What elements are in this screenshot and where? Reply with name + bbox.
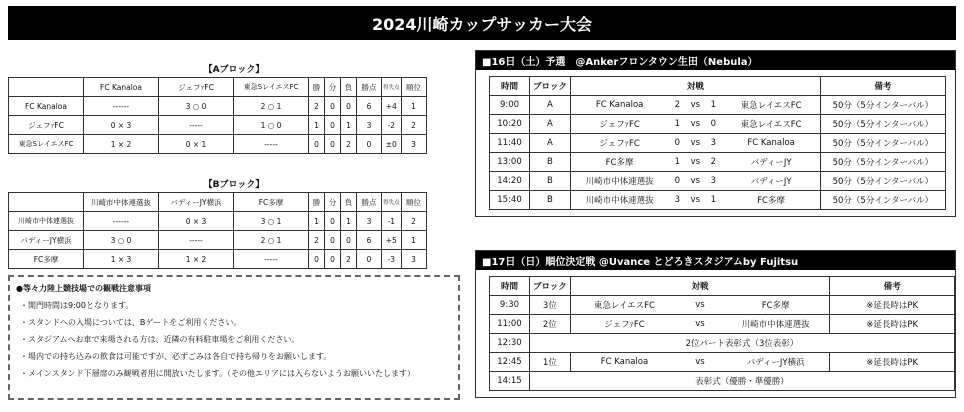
table-row — [9, 231, 427, 250]
away-team: バディーJY — [722, 153, 820, 172]
match-time: 12:45 — [490, 353, 530, 372]
home-score: 1 — [668, 115, 686, 134]
cell: ±0 — [382, 135, 402, 154]
match-note: 50分（5分インターバル） — [820, 172, 945, 191]
match-block: A — [530, 115, 571, 134]
vs-label: vs — [686, 134, 704, 153]
header-cell: 勝点 — [357, 78, 382, 97]
home-team: ジェフｧFC — [570, 134, 668, 153]
table-row — [490, 134, 946, 153]
cell: +5 — [382, 231, 402, 250]
cell: 3 — [357, 212, 382, 231]
cell: 1 × 2 — [159, 250, 234, 269]
away-team: 川崎市中体連選抜 — [722, 315, 830, 334]
away-team: 東急レイエスFC — [722, 96, 820, 115]
away-score: 3 — [704, 172, 722, 191]
cell: 3 — [401, 135, 426, 154]
day1-table — [489, 76, 946, 210]
table-row — [490, 353, 955, 372]
header-cell: 分 — [325, 78, 341, 97]
note-line: ・場内での持ち込みの飲食は可能ですが、必ずごみは各自で持ち帰りをお願いします。 — [20, 352, 332, 361]
header-cell: 分 — [325, 193, 341, 212]
cell: ----- — [234, 250, 309, 269]
match-note: 50分（5分インターバル） — [820, 115, 945, 134]
cell: 0 — [309, 135, 325, 154]
cell: -2 — [382, 116, 402, 135]
cell: ----- — [234, 135, 309, 154]
match-block: B — [530, 191, 571, 210]
cell: 0 — [357, 250, 382, 269]
table-row — [490, 153, 946, 172]
note-line: ・メインスタンド下層席のみ観戦者用に開放いたします。（その他エリアには入らないようお願いいたします） — [20, 369, 415, 378]
away-team: 東急レイエスFC — [722, 115, 820, 134]
cell: 2 ○ 1 — [234, 97, 309, 116]
cell: 東急SレイエスFC — [9, 135, 84, 154]
cell: ジェフｧFC — [9, 116, 84, 135]
header-cell: 対戦 — [570, 77, 820, 96]
vs-label: vs — [678, 296, 722, 315]
away-team: FC多摩 — [722, 296, 830, 315]
day2-header: ■17日（日）順位決定戦 @Uvance とどろきスタジアムby Fujitsu — [476, 251, 955, 270]
cell: ----- — [159, 116, 234, 135]
header-cell — [9, 78, 84, 97]
cell: 2 — [341, 250, 357, 269]
cell: 2 — [401, 116, 426, 135]
cell: 0 × 3 — [159, 212, 234, 231]
match-time: 9:30 — [490, 296, 530, 315]
vs-label: vs — [686, 172, 704, 191]
cell: 0 — [341, 97, 357, 116]
home-score: 1 — [668, 153, 686, 172]
cell: ------ — [84, 97, 159, 116]
vs-label: vs — [678, 315, 722, 334]
cell: 1 × 3 — [84, 250, 159, 269]
match-note: 50分（5分インターバル） — [820, 96, 945, 115]
header-cell — [9, 193, 84, 212]
event-span: 表彰式（優勝・準優勝） — [529, 372, 954, 391]
home-team: ジェフｧFC — [570, 315, 678, 334]
cell: FC Kanaloa — [9, 97, 84, 116]
header-cell: 負 — [341, 78, 357, 97]
cell: 6 — [357, 97, 382, 116]
cell: 0 — [325, 231, 341, 250]
cell: 3 ○ 0 — [84, 231, 159, 250]
cell: -3 — [382, 250, 402, 269]
match-block: B — [530, 153, 571, 172]
day2-schedule — [475, 250, 956, 398]
block-b-table — [8, 192, 427, 269]
cell: 2 — [309, 231, 325, 250]
header-cell: 備考 — [830, 277, 955, 296]
cell: 0 × 3 — [84, 116, 159, 135]
match-block: 1位 — [529, 353, 570, 372]
vs-label: vs — [686, 191, 704, 210]
cell: 2 ○ 1 — [234, 231, 309, 250]
table-header-row — [9, 78, 427, 97]
vs-label: vs — [678, 353, 722, 372]
vs-label: vs — [686, 96, 704, 115]
cell: 0 — [325, 116, 341, 135]
note-line: ・スタジアムへお車で来場される方は、近隣の有料駐車場をご利用ください。 — [20, 335, 300, 344]
cell: 川崎市中体連選抜 — [9, 212, 84, 231]
table-header-row — [490, 277, 955, 296]
cell: +4 — [382, 97, 402, 116]
cell: 0 × 1 — [159, 135, 234, 154]
cell: 1 — [401, 231, 426, 250]
block-b-label: 【Bブロック】 — [203, 180, 265, 190]
cell: 2 — [401, 212, 426, 231]
header-cell: バディーJY横浜 — [159, 193, 234, 212]
header-cell: 順位 — [401, 193, 426, 212]
match-note: 50分（5分インターバル） — [820, 134, 945, 153]
header-cell: FC Kanaloa — [84, 78, 159, 97]
vs-label: vs — [686, 115, 704, 134]
cell: 1 ○ 0 — [234, 116, 309, 135]
table-row — [9, 135, 427, 154]
cell: 1 — [309, 212, 325, 231]
table-row — [490, 172, 946, 191]
header-cell: 勝点 — [357, 193, 382, 212]
match-block: A — [530, 96, 571, 115]
notes-title: ●等々力陸上競技場での観戦注意事項 — [16, 284, 151, 293]
cell: 0 — [325, 250, 341, 269]
away-score: 3 — [704, 134, 722, 153]
header-cell: 順位 — [401, 78, 426, 97]
day1-header: ■16日（土）予選 @Ankerフロンタウン生田（Nebula） — [476, 51, 955, 70]
block-a-label: 【Aブロック】 — [203, 65, 265, 75]
cell: 1 × 2 — [84, 135, 159, 154]
table-row — [490, 96, 946, 115]
away-team: FC Kanaloa — [722, 134, 820, 153]
cell: 1 — [309, 116, 325, 135]
away-score: 2 — [704, 153, 722, 172]
header-cell: ジェフｧFC — [159, 78, 234, 97]
table-row — [9, 250, 427, 269]
match-note: 50分（5分インターバル） — [820, 191, 945, 210]
match-time: 9:00 — [490, 96, 530, 115]
header-cell: 時間 — [490, 277, 530, 296]
match-time: 11:00 — [490, 315, 530, 334]
header-cell: 負 — [341, 193, 357, 212]
cell: 1 — [341, 116, 357, 135]
header-cell: 得失点 — [382, 78, 402, 97]
match-block: B — [530, 172, 571, 191]
cell: 1 — [401, 97, 426, 116]
cell: 0 — [357, 135, 382, 154]
cell: 0 — [325, 135, 341, 154]
note-line: ・スタンドへの入場については、Bゲートをご利用ください。 — [20, 318, 242, 327]
header-cell: 勝 — [309, 193, 325, 212]
cell: 3 — [401, 250, 426, 269]
home-team: ジェフｧFC — [570, 115, 668, 134]
match-note: 50分（5分インターバル） — [820, 153, 945, 172]
match-note: ※延長時はPK — [830, 296, 955, 315]
table-row — [9, 116, 427, 135]
cell: バディーJY横浜 — [9, 231, 84, 250]
cell: 0 — [325, 97, 341, 116]
match-time: 14:15 — [490, 372, 530, 391]
match-time: 15:40 — [490, 191, 530, 210]
home-score: 0 — [668, 172, 686, 191]
cell: 2 — [341, 135, 357, 154]
cell: 2 — [309, 97, 325, 116]
away-team: FC多摩 — [722, 191, 820, 210]
home-score: 2 — [668, 96, 686, 115]
block-a-table — [8, 77, 427, 154]
day2-table — [489, 276, 955, 391]
match-block: A — [530, 134, 571, 153]
home-team: 東急レイエスFC — [570, 296, 678, 315]
away-team: バディーJY — [722, 172, 820, 191]
header-cell: 対戦 — [570, 277, 829, 296]
match-block: 3位 — [529, 296, 570, 315]
event-span: 2位パート表彰式（3位表彰） — [529, 334, 954, 353]
vs-label: vs — [686, 153, 704, 172]
away-score: 1 — [704, 96, 722, 115]
header-cell: 得失点 — [382, 193, 402, 212]
match-block: 2位 — [529, 315, 570, 334]
cell: ----- — [159, 231, 234, 250]
home-score: 3 — [668, 191, 686, 210]
away-team: バディーJY横浜 — [722, 353, 830, 372]
cell: 3 ○ 1 — [234, 212, 309, 231]
header-cell: 勝 — [309, 78, 325, 97]
day1-schedule — [475, 50, 956, 217]
home-team: FC Kanaloa — [570, 353, 678, 372]
match-time: 12:30 — [490, 334, 530, 353]
cell: ------ — [84, 212, 159, 231]
table-header-row — [9, 193, 427, 212]
table-row — [9, 212, 427, 231]
home-team: FC Kanaloa — [570, 96, 668, 115]
cell: 3 — [357, 116, 382, 135]
home-score: 0 — [668, 134, 686, 153]
cell: -1 — [382, 212, 402, 231]
away-score: 1 — [704, 191, 722, 210]
header-cell: 時間 — [490, 77, 530, 96]
away-score: 0 — [704, 115, 722, 134]
table-row — [9, 97, 427, 116]
match-time: 10:20 — [490, 115, 530, 134]
header-cell: FC多摩 — [234, 193, 309, 212]
match-time: 14:20 — [490, 172, 530, 191]
match-note: ※延長時はPK — [830, 353, 955, 372]
spectator-notes — [8, 275, 460, 400]
header-cell: 備考 — [820, 77, 945, 96]
table-row — [490, 296, 955, 315]
cell: 3 ○ 0 — [159, 97, 234, 116]
cell: 0 — [341, 231, 357, 250]
header-cell: ブロック — [530, 77, 571, 96]
table-row — [490, 334, 955, 353]
match-time: 11:40 — [490, 134, 530, 153]
match-note: ※延長時はPK — [830, 315, 955, 334]
home-team: 川崎市中体連選抜 — [570, 191, 668, 210]
table-header-row — [490, 77, 946, 96]
cell: 6 — [357, 231, 382, 250]
match-time: 13:00 — [490, 153, 530, 172]
cell: 0 — [309, 250, 325, 269]
cell: 1 — [341, 212, 357, 231]
table-row — [490, 115, 946, 134]
page-title: 2024川崎カップサッカー大会 — [8, 6, 956, 40]
header-cell: 川崎市中体連選抜 — [84, 193, 159, 212]
header-cell: 東急SレイエスFC — [234, 78, 309, 97]
table-row — [490, 372, 955, 391]
cell: 0 — [325, 212, 341, 231]
table-row — [490, 315, 955, 334]
cell: FC多摩 — [9, 250, 84, 269]
home-team: 川崎市中体連選抜 — [570, 172, 668, 191]
note-line: ・開門時間は9:00となります。 — [20, 301, 134, 310]
table-row — [490, 191, 946, 210]
header-cell: ブロック — [529, 277, 570, 296]
home-team: FC多摩 — [570, 153, 668, 172]
